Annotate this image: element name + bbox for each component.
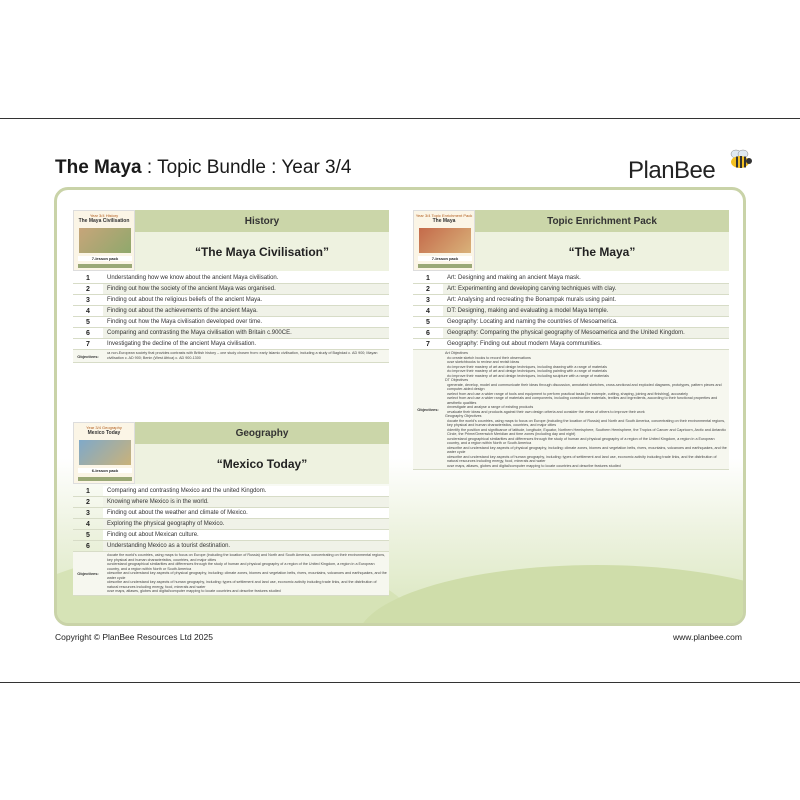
thumb-pack-label: 7-lesson pack [418,256,472,261]
lesson-row [73,295,389,306]
geo-objectives-list [445,419,727,469]
subject-heading: History [135,210,389,232]
lesson-text: Art: Experimenting and developing carving techniques with clay. [443,284,729,294]
thumb-footer [418,264,472,268]
bundle-sheet [0,118,800,683]
lesson-row [413,273,729,284]
thumb-top-label: Year 3/4 Geography [86,425,122,430]
lesson-row [413,328,729,339]
enrichment-panel [413,210,729,470]
lesson-number: 4 [426,307,430,315]
objectives-block [413,350,729,470]
lesson-text: Art: Designing and making an ancient Maya mask. [443,273,729,283]
objective-item: • select from and use a wider range of tools and equipment to perform practical tasks [for example, cutting, shaping, joining and finishing], accurately [445,392,727,397]
lesson-number: 1 [426,274,430,282]
thumb-title: The Maya [432,218,456,224]
objectives-label: Objectives: [77,353,99,359]
lesson-number: 5 [86,318,90,326]
lesson-number: 5 [426,318,430,326]
history-pack-thumbnail[interactable] [73,210,135,271]
objective-item: • generate, develop, model and communicate their ideas through discussion, annotated sketches, cross-sectional and exploded diagrams, prototypes, pattern pieces and computer-aided design [445,383,727,392]
lesson-number: 4 [86,520,90,528]
lesson-row [73,508,389,519]
thumb-pack-label: 6-lesson pack [78,468,132,473]
thumb-image [79,440,131,465]
lesson-text: Knowing where Mexico is in the world. [103,497,389,507]
title-bold: The Maya [55,157,142,178]
unit-title: “The Maya Civilisation” [135,232,389,271]
thumb-top-label: Year 3/4 Topic Enrichment Pack [415,213,473,218]
objectives-label: Objectives: [77,570,99,576]
lesson-text: Geography: Comparing the physical geography of Mesoamerica and the United Kingdom. [443,328,729,338]
lesson-row [413,295,729,306]
lesson-text: Comparing and contrasting the Maya civilisation with Britain c.900CE. [103,328,389,338]
lesson-number: 4 [86,307,90,315]
lesson-text: Geography: Locating and naming the countries of Mesoamerica. [443,317,729,327]
objective-item: • identify the position and significance of latitude, longitude, Equator, Northern Hemisphere, Southern Hemisphere, the Tropics of Cancer and Capricorn, Arctic and Antarctic Circle, the Prime/Greenwich Meridian and time zones (including day and night) [445,428,727,437]
lesson-number: 3 [86,509,90,517]
objectives-label: Objectives: [417,407,439,412]
lesson-text: Finding out about Mexican culture. [103,530,389,540]
lesson-row [73,541,389,552]
bee-icon [728,149,754,171]
lesson-row [73,328,389,339]
thumb-image [419,228,471,253]
lesson-text: Exploring the physical geography of Mexico. [103,519,389,529]
lesson-row [73,486,389,497]
lesson-row [73,339,389,350]
lesson-row [413,339,729,350]
lesson-number: 1 [86,487,90,495]
lesson-number: 7 [86,340,90,348]
lesson-list [73,273,389,350]
lesson-text: Finding out about the weather and climate of Mexico. [103,508,389,518]
thumb-image [79,228,131,253]
lesson-number: 7 [426,340,430,348]
lesson-text: Understanding Mexico as a tourist destination. [103,541,389,551]
objective-item: • use sketchbooks to review and revisit ideas [445,360,727,365]
planbee-logo [628,149,748,189]
objective-item: • investigate and analyse a range of existing products [445,405,727,410]
objective-item: • to improve their mastery of art and design techniques, including painting with a range of materials [445,369,727,374]
objective-item: • select from and use a wider range of materials and components, including construction materials, textiles and ingredients, according to their functional properties and aesthetic qualities [445,396,727,405]
copyright-text: Copyright © PlanBee Resources Ltd 2025 [55,632,213,642]
objective-item: • a non-European society that provides contrasts with British history – one study chosen from: early Islamic civilisation, including a study of Baghdad c. AD 900; Mayan civilisation c. AD 900; Benin (West Africa) c. AD 900-1300 [105,351,387,360]
objective-item: • describe and understand key aspects of physical geography, including: climate zones, biomes and vegetation belts, rivers, mountains, volcanoes and earthquakes, and the water cycle [105,571,387,580]
page-title [55,157,351,179]
lesson-text: Finding out about the achievements of the ancient Maya. [103,306,389,316]
lesson-row [413,306,729,317]
lesson-row [73,530,389,541]
lesson-row [73,497,389,508]
objective-item: • understand geographical similarities and differences through the study of human and physical geography of a region of the United Kingdom, a region in a European country, and a region within North or South America [105,562,387,571]
enrichment-pack-thumbnail[interactable] [413,210,475,271]
lesson-row [413,317,729,328]
objective-item: • locate the world’s countries, using maps to focus on Europe (including the location of Russia) and North and South America, concentrating on their environmental regions, key physical and human characteristics, countries, and major cities [105,553,387,562]
logo-text: PlanBee [628,157,716,184]
objective-item: • use maps, atlases, globes and digital/computer mapping to locate countries and describe features studied [445,464,727,469]
lesson-number: 1 [86,274,90,282]
objective-item: • use maps, atlases, globes and digital/computer mapping to locate countries and describe features studied [105,589,387,594]
website-link[interactable]: www.planbee.com [673,632,742,642]
lesson-text: Finding out how the Maya civilisation developed over time. [103,317,389,327]
lesson-text: Finding out how the society of the ancient Maya was organised. [103,284,389,294]
lesson-row [73,317,389,328]
objectives-block [73,552,389,596]
lesson-number: 6 [86,542,90,550]
lesson-row [73,284,389,295]
thumb-pack-label: 7-lesson pack [78,256,132,261]
geography-objectives-list [103,552,389,595]
thumb-footer [78,477,132,481]
subject-heading: Topic Enrichment Pack [475,210,729,232]
objective-item: • describe and understand key aspects of human geography, including: types of settlement and land use, economic activity including trade links, and the distribution of natural resources including energy, food, minerals and water [105,580,387,589]
lesson-row [73,273,389,284]
lesson-number: 5 [86,531,90,539]
objective-item: • evaluate their ideas and products against their own design criteria and consider the views of others to improve their work [445,410,727,415]
lesson-number: 6 [426,329,430,337]
objectives-block [73,350,389,363]
background-hill [357,565,746,626]
lesson-text: Finding out about the religious beliefs of the ancient Maya. [103,295,389,305]
thumb-top-label: Year 3/4 History [89,213,119,218]
geography-panel [73,422,389,596]
content-frame [54,187,746,626]
lesson-number: 6 [86,329,90,337]
objective-item: • to improve their mastery of art and design techniques, including sculpture with a range of materials [445,374,727,379]
lesson-number: 3 [86,296,90,304]
dt-objectives-list [445,383,727,415]
lesson-text: DT: Designing, making and evaluating a model Maya temple. [443,306,729,316]
art-objectives-heading: Art Objectives [445,351,468,355]
objective-item: • locate the world’s countries, using maps to focus on Europe (including the location of Russia) and North and South America, concentrating on their environmental regions, key physical and human characteristics, countries, and major cities [445,419,727,428]
objective-item: • to create sketch books to record their observations [445,356,727,361]
lesson-row [73,519,389,530]
objective-item: • describe and understand key aspects of human geography, including: types of settlement and land use, economic activity including trade links, and the distribution of natural resources including energy, food, minerals and water [445,455,727,464]
lesson-row [413,284,729,295]
thumb-title: Mexico Today [87,430,121,436]
lesson-number: 2 [426,285,430,293]
subject-heading: Geography [135,422,389,444]
lesson-number: 3 [426,296,430,304]
lesson-text: Comparing and contrasting Mexico and the united Kingdom. [103,486,389,496]
objective-item: • understand geographical similarities and differences through the study of human and physical geography of a region of the United Kingdom, a region in a European country, and a region within North or South America [445,437,727,446]
lesson-number: 2 [86,285,90,293]
art-objectives-list [445,356,727,379]
thumb-footer [78,264,132,268]
unit-title: “The Maya” [475,232,729,271]
lesson-number: 2 [86,498,90,506]
title-rest: : Topic Bundle : Year 3/4 [141,157,352,178]
geography-objectives-heading: Geography Objectives [445,414,482,418]
lesson-list [73,486,389,552]
objective-item: • describe and understand key aspects of physical geography, including: climate zones, biomes and vegetation belts, rivers, mountains, volcanoes and earthquakes, and the water cycle [445,446,727,455]
lesson-text: Art: Analysing and recreating the Bonampak murals using paint. [443,295,729,305]
history-panel [73,210,389,363]
dt-objectives-heading: DT Objectives [445,378,469,382]
lesson-row [73,306,389,317]
objective-item: • to improve their mastery of art and design techniques, including drawing with a range of materials [445,365,727,370]
thumb-title: The Maya Civilisation [78,218,130,224]
unit-title: “Mexico Today” [135,444,389,484]
lesson-text: Understanding how we know about the ancient Maya civilisation. [103,273,389,283]
lesson-text: Investigating the decline of the ancient Maya civilisation. [103,339,389,349]
lesson-list [413,273,729,350]
geography-pack-thumbnail[interactable] [73,422,135,484]
lesson-text: Geography: Finding out about modern Maya communities. [443,339,729,349]
